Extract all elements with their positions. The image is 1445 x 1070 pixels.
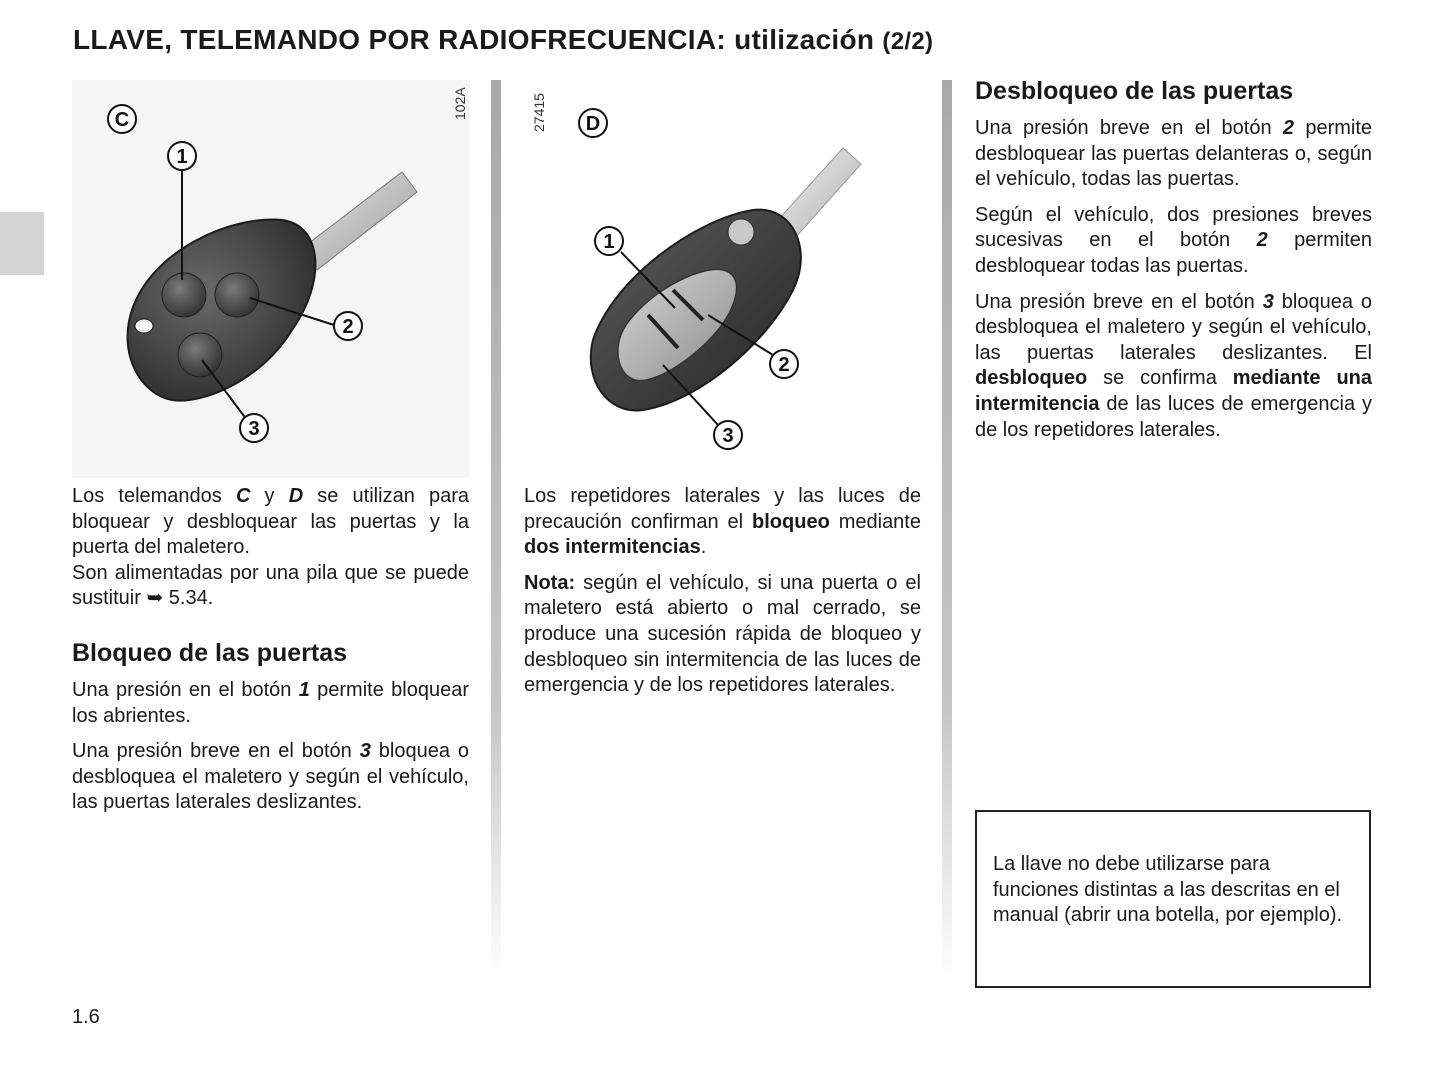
lock-paragraph-2	[72, 739, 469, 816]
confirm-bold-1: bloqueo	[752, 510, 830, 533]
page-title	[73, 24, 933, 56]
unlock-paragraph-3	[975, 290, 1372, 444]
unlock-p3-bold-1: desbloqueo	[975, 367, 1088, 390]
confirmation-paragraph	[524, 484, 921, 561]
column-right	[975, 76, 1372, 453]
column-middle	[524, 484, 921, 709]
warning-box	[975, 810, 1371, 988]
page-number: 1.6	[72, 1006, 100, 1028]
figure-letter: C	[114, 109, 130, 131]
unlock-heading: Desbloqueo de las puertas	[975, 77, 1294, 105]
figure-key-c	[72, 80, 470, 478]
battery-paragraph: Son alimentadas por una pila que se puede sustituir ➥ 5.34.	[72, 561, 469, 610]
column-divider-right	[942, 80, 952, 980]
intro-text-3: se utilizan para bloquear y desbloquear las puertas y la puerta del maletero.	[72, 485, 469, 559]
lock-p2-text-b: bloquea o desbloquea el maletero y según el vehículo, las puertas laterales deslizantes.	[72, 740, 469, 814]
confirm-text-a: Los repetidores laterales y las luces de precaución confirman el	[524, 485, 921, 533]
unlock-p3-bold-2: mediante una intermitencia	[975, 367, 1373, 415]
key-ring-hole	[135, 319, 153, 333]
unlock-paragraph-2	[975, 203, 1372, 280]
flip-release-button	[728, 219, 754, 245]
title-part: (2/2)	[882, 28, 934, 55]
unlock-p2-text-b: permiten desbloquear todas las puertas.	[975, 229, 1372, 277]
unlock-p1-text-a: Una presión breve en el botón	[975, 117, 1283, 139]
intro-text-2: y	[250, 485, 289, 507]
column-divider-left	[491, 80, 501, 980]
lock-p1-text-b: permite bloquear los abrientes.	[72, 678, 469, 727]
unlock-p2-button-num: 2	[1256, 229, 1268, 252]
unlock-p3-text-b: bloquea o desbloquea el maletero y según el vehículo, las puertas laterales deslizantes. El	[975, 290, 1372, 364]
unlock-p3-button-num: 3	[1262, 290, 1274, 313]
unlock-p3-text-c: se confirma	[1087, 367, 1233, 390]
lock-paragraph-1	[72, 678, 469, 729]
intro-paragraph	[72, 484, 469, 561]
note-paragraph	[524, 571, 921, 699]
callout-2: 2	[342, 316, 354, 338]
callout-3: 3	[722, 425, 734, 447]
lock-p1-text-a: Una presión en el botón	[72, 678, 299, 701]
intro-ref-c: C	[235, 485, 251, 507]
warning-text: La llave no debe utilizarse para funciones distintas a las descritas en el manual (abrir una botella, por ejemplo).	[993, 853, 1343, 927]
unlock-p2-text-a: Según el vehículo, dos presiones breves sucesivas en el botón	[975, 203, 1372, 252]
intro-text-1: Los telemandos	[72, 485, 236, 507]
key-d-illustration	[523, 80, 921, 478]
title-main: LLAVE, TELEMANDO POR RADIOFRECUENCIA: utilización	[73, 24, 875, 55]
intro-ref-d: D	[288, 485, 304, 507]
lock-heading: Bloqueo de las puertas	[72, 638, 348, 667]
button-3-trunk	[178, 333, 222, 377]
column-left	[72, 484, 469, 826]
section-tab	[0, 212, 44, 275]
figure-key-d	[523, 80, 921, 478]
confirm-bold-2: dos intermitencias	[524, 536, 701, 559]
unlock-p1-button-num: 2	[1282, 117, 1295, 139]
figure-letter: D	[585, 113, 601, 135]
confirm-text-c: .	[700, 536, 707, 559]
note-text: según el vehículo, si una puerta o el maletero está abierto o mal cerrado, se produce una sucesión rápida de bloqueo y desbloqueo sin intermitencia de las luces de emergencia y de los repetidores laterales.	[524, 571, 921, 697]
callout-1: 1	[176, 146, 188, 168]
lock-p2-text-a: Una presión breve en el botón	[72, 740, 360, 763]
unlock-p3-text-a: Una presión breve en el botón	[975, 290, 1263, 313]
unlock-paragraph-1	[975, 116, 1372, 193]
key-c-illustration	[72, 80, 470, 478]
note-label: Nota:	[524, 571, 576, 594]
lock-p1-button-num: 1	[298, 678, 310, 701]
figure-ref: 102A	[452, 87, 468, 120]
figure-ref: 27415	[531, 93, 547, 132]
callout-2: 2	[778, 354, 790, 376]
confirm-text-b: mediante	[829, 510, 921, 533]
button-1-lock	[162, 273, 206, 317]
unlock-p1-text-b: permite desbloquear las puertas delanteras o, según el vehículo, todas las puertas.	[975, 117, 1373, 191]
button-2-unlock	[215, 273, 259, 317]
lock-p2-button-num: 3	[359, 740, 371, 763]
unlock-p3-text-d: de las luces de emergencia y de los repetidores laterales.	[975, 392, 1372, 441]
callout-1: 1	[603, 231, 615, 253]
callout-3: 3	[248, 418, 260, 440]
